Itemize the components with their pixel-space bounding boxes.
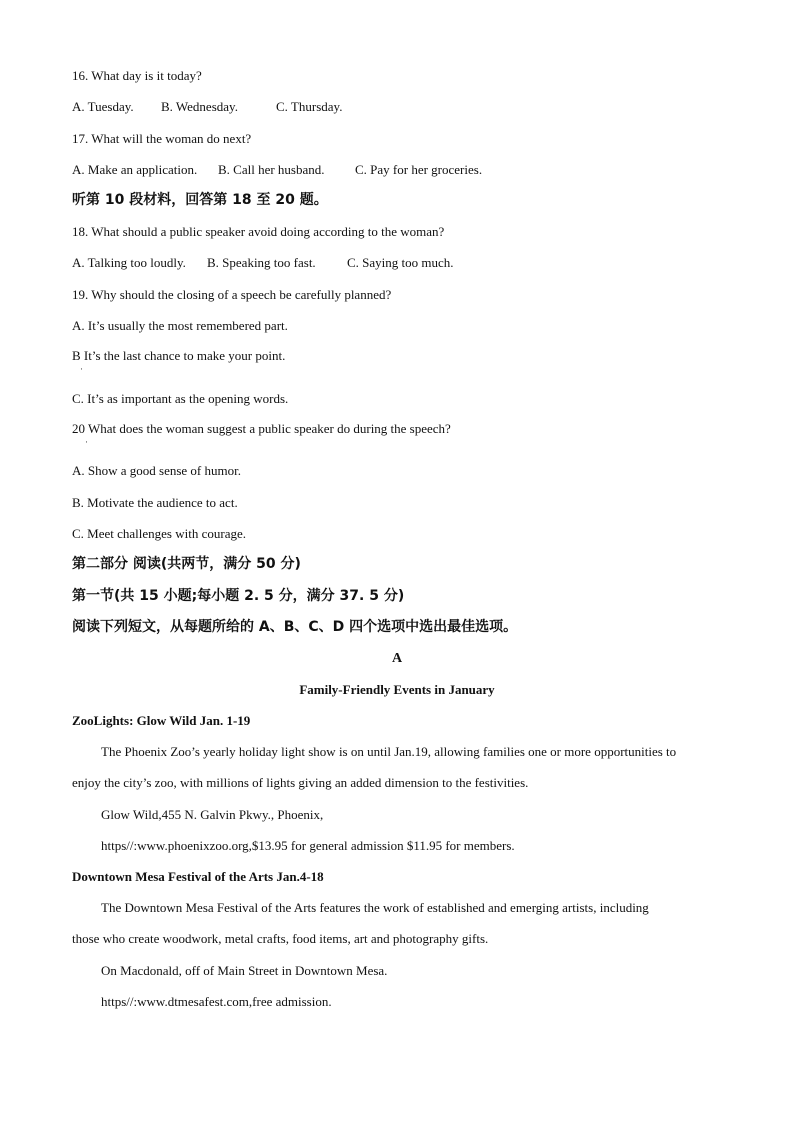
event-1-heading: ZooLights: Glow Wild Jan. 1-19	[72, 713, 251, 728]
section-10-heading: 听第 10 段材料，回答第 18 至 20 题。	[72, 192, 328, 208]
option-b: B. Motivate the audience to act.	[72, 495, 238, 510]
section-title: 第一节(共 15 小题;每小题 2. 5 分，满分 37. 5 分)	[72, 588, 405, 604]
stray-dot: ·	[85, 437, 88, 447]
event-2-body-line-2: those who create woodwork, metal crafts, food items, art and photography gifts.	[72, 931, 489, 946]
option-c: C. Meet challenges with courage.	[72, 526, 246, 541]
question-20: 20 What does the woman suggest a public speaker do during the speech?	[72, 421, 451, 436]
passage-title: Family-Friendly Events in January	[299, 682, 495, 697]
option-b: B. Wednesday.	[161, 99, 238, 114]
event-1-info: https//:www.phoenixzoo.org,$13.95 for general admission $11.95 for members.	[101, 838, 515, 853]
passage-letter: A	[391, 651, 403, 666]
option-a: A. Tuesday.	[72, 99, 134, 114]
question-16-options	[72, 99, 342, 115]
option-c: C. Pay for her groceries.	[355, 162, 483, 177]
option-a: A. Show a good sense of humor.	[72, 463, 241, 478]
event-1-address: Glow Wild,455 N. Galvin Pkwy., Phoenix,	[101, 807, 324, 822]
part-title: 第二部分 阅读(共两节，满分 50 分)	[72, 556, 301, 572]
option-a: A. Talking too loudly.	[72, 255, 186, 270]
event-1-body-line-2: enjoy the city’s zoo, with millions of lights giving an added dimension to the festivities.	[72, 775, 529, 790]
option-c: C. It’s as important as the opening words.	[72, 391, 289, 406]
option-b: B It’s the last chance to make your point.	[72, 348, 286, 363]
question-17: 17. What will the woman do next?	[72, 131, 252, 146]
event-2-info: https//:www.dtmesafest.com,free admission.	[101, 994, 332, 1009]
instructions: 阅读下列短文，从每题所给的 A、B、C、D 四个选项中选出最佳选项。	[72, 619, 518, 635]
question-17-options	[72, 162, 482, 178]
question-18: 18. What should a public speaker avoid doing according to the woman?	[72, 224, 445, 239]
question-16: 16. What day is it today?	[72, 68, 202, 83]
event-1-body-line-1: The Phoenix Zoo’s yearly holiday light show is on until Jan.19, allowing families one or more opportunities to	[101, 744, 677, 759]
event-2-heading: Downtown Mesa Festival of the Arts Jan.4-18	[72, 869, 324, 884]
event-2-address: On Macdonald, off of Main Street in Downtown Mesa.	[101, 963, 388, 978]
question-18-options	[72, 255, 454, 271]
option-a: A. Make an application.	[72, 162, 198, 177]
option-a: A. It’s usually the most remembered part.	[72, 318, 288, 333]
question-19: 19. Why should the closing of a speech be carefully planned?	[72, 287, 392, 302]
stray-dot: ·	[80, 364, 83, 374]
option-c: C. Thursday.	[276, 99, 343, 114]
option-b: B. Call her husband.	[218, 162, 325, 177]
event-2-body-line-1: The Downtown Mesa Festival of the Arts features the work of established and emerging artists, including	[101, 900, 649, 915]
option-c: C. Saying too much.	[347, 255, 454, 270]
option-b: B. Speaking too fast.	[207, 255, 316, 270]
